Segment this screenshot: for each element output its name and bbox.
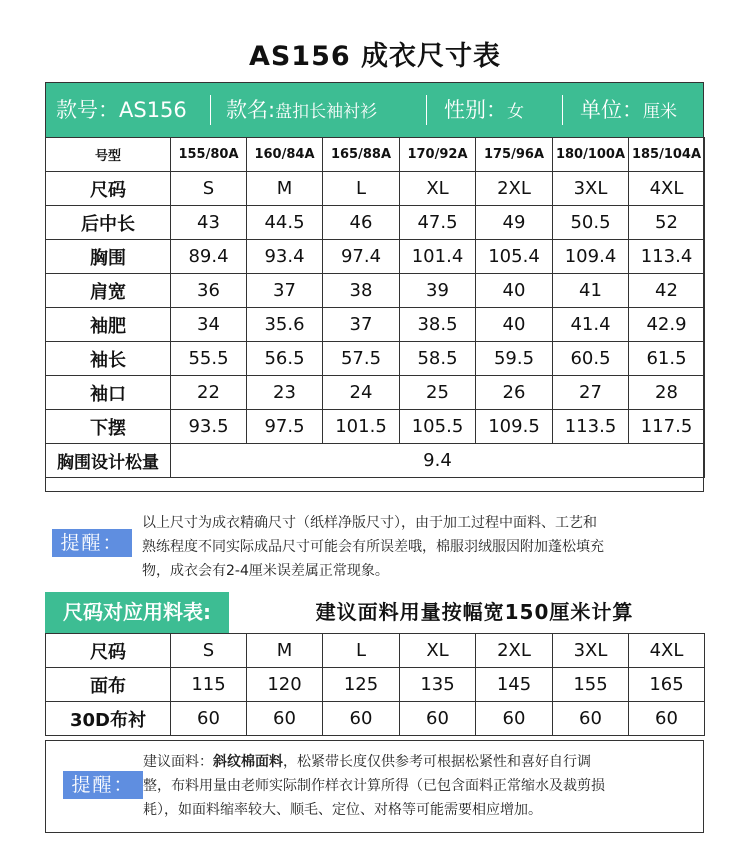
value-cell: 44.5 (247, 206, 323, 240)
row-label: 袖肥 (46, 308, 171, 342)
value-cell: 61.5 (629, 342, 705, 376)
reminder-label: 提醒： (63, 771, 143, 799)
reminder-fabric-type: 斜纹棉面料 (213, 754, 283, 770)
size-cell: XL (400, 634, 476, 668)
row-label: 面布 (46, 668, 171, 702)
value-cell: 59.5 (476, 342, 553, 376)
type-cell: 170/92A (400, 138, 476, 172)
fabric-table (45, 633, 705, 736)
value-cell: 27 (553, 376, 629, 410)
style-name (226, 83, 377, 137)
value-cell: 97.4 (323, 240, 400, 274)
value-cell: 46 (323, 206, 400, 240)
page-title: AS156 成衣尺寸表 (248, 41, 502, 72)
size-chart-frame (45, 82, 704, 579)
value-cell: 109.5 (476, 410, 553, 444)
reminder-text (142, 511, 702, 583)
unit-label: 单位： (580, 98, 643, 122)
reminder-text (143, 750, 703, 822)
value-cell: 24 (323, 376, 400, 410)
value-cell: 35.6 (247, 308, 323, 342)
divider (562, 95, 563, 125)
value-cell: 42.9 (629, 308, 705, 342)
value-cell: 165 (629, 668, 705, 702)
fabric-header (45, 592, 704, 633)
value-cell: 101.4 (400, 240, 476, 274)
reminder-line: 以上尺寸为成衣精确尺寸（纸样净版尺寸），由于加工过程中面料、工艺和 (142, 515, 597, 531)
reminder-line: 整，布料用量由老师实际制作样衣计算所得（已包含面料正常缩水及裁剪损 (143, 778, 605, 794)
value-cell: 39 (400, 274, 476, 308)
value-cell: 26 (476, 376, 553, 410)
value-cell: 22 (171, 376, 247, 410)
value-cell: 60.5 (553, 342, 629, 376)
size-cell: 3XL (553, 172, 629, 206)
value-cell: 60 (400, 702, 476, 736)
value-cell: 145 (476, 668, 553, 702)
value-cell: 40 (476, 274, 553, 308)
reminder-line (143, 750, 703, 774)
size-table (45, 137, 705, 478)
unit-value: 厘米 (643, 102, 677, 122)
size-cell: L (323, 634, 400, 668)
size-cell: 4XL (629, 634, 705, 668)
fabric-label: 尺码对应用料表: (45, 592, 229, 633)
type-cell: 165/88A (323, 138, 400, 172)
reminder-line: 熟练程度不同实际成品尺寸可能会有所误差哦，棉服羽绒服因附加蓬松填充 (142, 539, 604, 555)
reminder-line: 耗），如面料缩率较大、顺毛、定位、对格等可能需要相应增加。 (143, 802, 542, 818)
value-cell: 56.5 (247, 342, 323, 376)
value-cell: 93.5 (171, 410, 247, 444)
value-cell: 36 (171, 274, 247, 308)
reminder-label: 提醒： (52, 529, 132, 557)
type-cell: 155/80A (171, 138, 247, 172)
reminder-prefix: 建议面料： (143, 754, 213, 770)
value-cell: 60 (553, 702, 629, 736)
type-cell: 175/96A (476, 138, 553, 172)
value-cell: 155 (553, 668, 629, 702)
ease-row (46, 444, 705, 478)
size-header: 尺码 (46, 172, 171, 206)
value-cell: 49 (476, 206, 553, 240)
type-cell: 185/104A (629, 138, 705, 172)
style-no-value: AS156 (119, 98, 187, 122)
value-cell: 34 (171, 308, 247, 342)
measure-row-cuff (46, 376, 705, 410)
value-cell: 52 (629, 206, 705, 240)
fabric-row-shell (46, 668, 705, 702)
measure-row-back-length (46, 206, 705, 240)
measure-row-shoulder (46, 274, 705, 308)
value-cell: 125 (323, 668, 400, 702)
reminder-rest: ，松紧带长度仅供参考可根据松紧性和喜好自行调 (283, 754, 591, 770)
size-cell: M (247, 172, 323, 206)
size-cell: M (247, 634, 323, 668)
ease-label: 胸围设计松量 (46, 444, 171, 478)
size-cell: S (171, 634, 247, 668)
value-cell: 50.5 (553, 206, 629, 240)
value-cell: 60 (247, 702, 323, 736)
size-cell: L (323, 172, 400, 206)
value-cell: 60 (323, 702, 400, 736)
value-cell: 60 (629, 702, 705, 736)
value-cell: 38 (323, 274, 400, 308)
row-label: 袖长 (46, 342, 171, 376)
size-row (46, 172, 705, 206)
reminder-frame (45, 740, 704, 833)
value-cell: 43 (171, 206, 247, 240)
value-cell: 113.4 (629, 240, 705, 274)
size-cell: 2XL (476, 634, 553, 668)
value-cell: 58.5 (400, 342, 476, 376)
gender-value: 女 (507, 102, 524, 122)
value-cell: 42 (629, 274, 705, 308)
value-cell: 113.5 (553, 410, 629, 444)
value-cell: 97.5 (247, 410, 323, 444)
measure-row-sleeve-length (46, 342, 705, 376)
fabric-size-row (46, 634, 705, 668)
divider (426, 95, 427, 125)
row-label: 下摆 (46, 410, 171, 444)
size-cell: 4XL (629, 172, 705, 206)
unit (580, 83, 677, 137)
gender (444, 83, 524, 137)
value-cell: 55.5 (171, 342, 247, 376)
value-cell: 60 (171, 702, 247, 736)
fabric-note: 建议面料用量按幅宽150厘米计算 (315, 600, 634, 624)
divider (210, 95, 211, 125)
value-cell: 23 (247, 376, 323, 410)
value-cell: 40 (476, 308, 553, 342)
style-no-label: 款号： (56, 98, 119, 122)
fabric-row-interlining (46, 702, 705, 736)
row-label: 后中长 (46, 206, 171, 240)
row-label: 胸围 (46, 240, 171, 274)
reminder-line: 物，成衣会有2-4厘米误差属正常现象。 (142, 563, 389, 579)
fabric-size-header: 尺码 (46, 634, 171, 668)
value-cell: 60 (476, 702, 553, 736)
gender-label: 性别： (444, 98, 507, 122)
measure-row-chest (46, 240, 705, 274)
type-cell: 180/100A (553, 138, 629, 172)
row-label: 肩宽 (46, 274, 171, 308)
value-cell: 57.5 (323, 342, 400, 376)
value-cell: 41 (553, 274, 629, 308)
value-cell: 37 (247, 274, 323, 308)
value-cell: 120 (247, 668, 323, 702)
value-cell: 47.5 (400, 206, 476, 240)
value-cell: 105.4 (476, 240, 553, 274)
type-row (46, 138, 705, 172)
type-cell: 160/84A (247, 138, 323, 172)
size-cell: XL (400, 172, 476, 206)
value-cell: 109.4 (553, 240, 629, 274)
row-label: 30D布衬 (46, 702, 171, 736)
value-cell: 105.5 (400, 410, 476, 444)
value-cell: 115 (171, 668, 247, 702)
size-cell: 3XL (553, 634, 629, 668)
value-cell: 25 (400, 376, 476, 410)
info-bar (46, 83, 703, 137)
style-no (56, 83, 187, 137)
value-cell: 38.5 (400, 308, 476, 342)
value-cell: 101.5 (323, 410, 400, 444)
measure-row-hem (46, 410, 705, 444)
size-cell: 2XL (476, 172, 553, 206)
ease-value: 9.4 (171, 444, 705, 478)
value-cell: 37 (323, 308, 400, 342)
style-name-value: 盘扣长袖衬衫 (275, 102, 378, 122)
size-cell: S (171, 172, 247, 206)
type-header: 号型 (46, 138, 171, 172)
measure-row-sleeve-width (46, 308, 705, 342)
value-cell: 117.5 (629, 410, 705, 444)
value-cell: 89.4 (171, 240, 247, 274)
value-cell: 135 (400, 668, 476, 702)
value-cell: 28 (629, 376, 705, 410)
style-name-label: 款名: (226, 98, 276, 122)
row-label: 袖口 (46, 376, 171, 410)
value-cell: 41.4 (553, 308, 629, 342)
value-cell: 93.4 (247, 240, 323, 274)
